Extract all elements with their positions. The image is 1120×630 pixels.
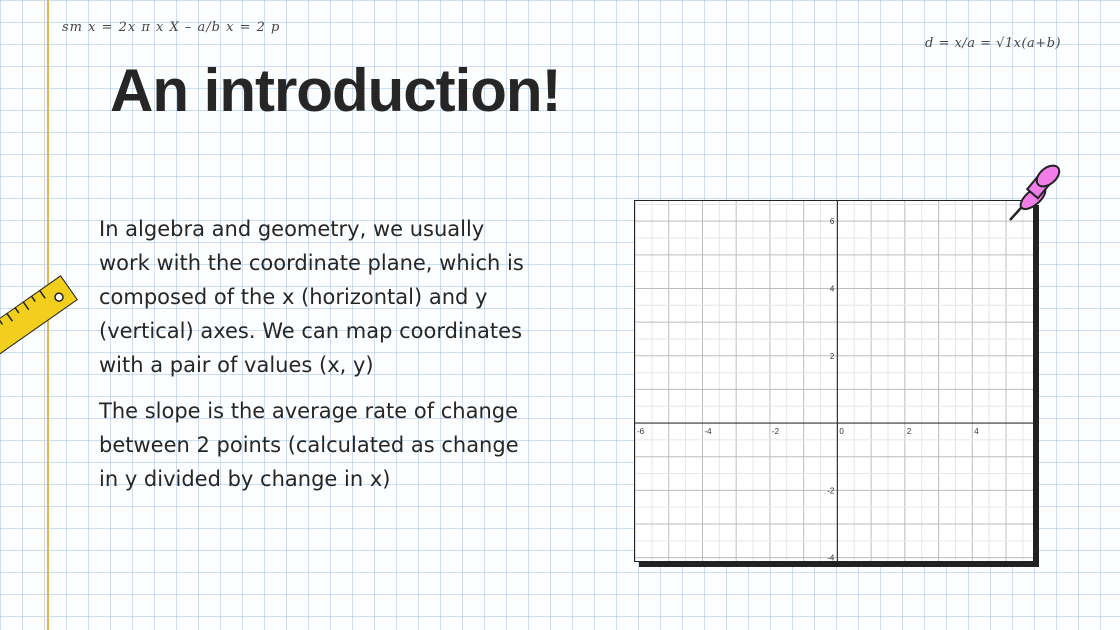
math-scribble-left: sm x = 2x π x X – a/b x = 2 p [62,20,281,35]
coordinate-grid-card [634,200,1034,562]
y-tick-label: -2 [827,486,835,496]
x-tick-label: -2 [771,427,780,437]
y-tick-label: 4 [829,284,835,294]
paragraph-slope: The slope is the average rate of change between 2 points (calculated as change in y divided by change in x) [99,399,519,491]
coordinate-plane-chart [635,201,1033,561]
y-tick-label: -4 [827,553,835,561]
x-tick-label: -4 [704,427,712,437]
paragraph-coordinate-plane: In algebra and geometry, we usually work with the coordinate plane, which is composed of the x (horizontal) and y (vertical) axes. We can map coordinates with a pair of values (x, y) [99,217,524,377]
ruler-icon [0,275,78,355]
y-tick-label: 6 [829,217,835,227]
x-tick-label: 0 [839,427,844,437]
x-tick-label: -6 [637,427,645,437]
x-tick-label: 4 [974,427,979,437]
slide-body [99,212,529,508]
x-tick-label: 2 [906,427,912,437]
y-tick-label: 2 [829,351,835,361]
slide-title: An introduction! [110,57,561,124]
math-scribble-right: d = x/a = √1x(a+b) [925,36,1062,51]
pushpin-icon [1006,160,1064,224]
